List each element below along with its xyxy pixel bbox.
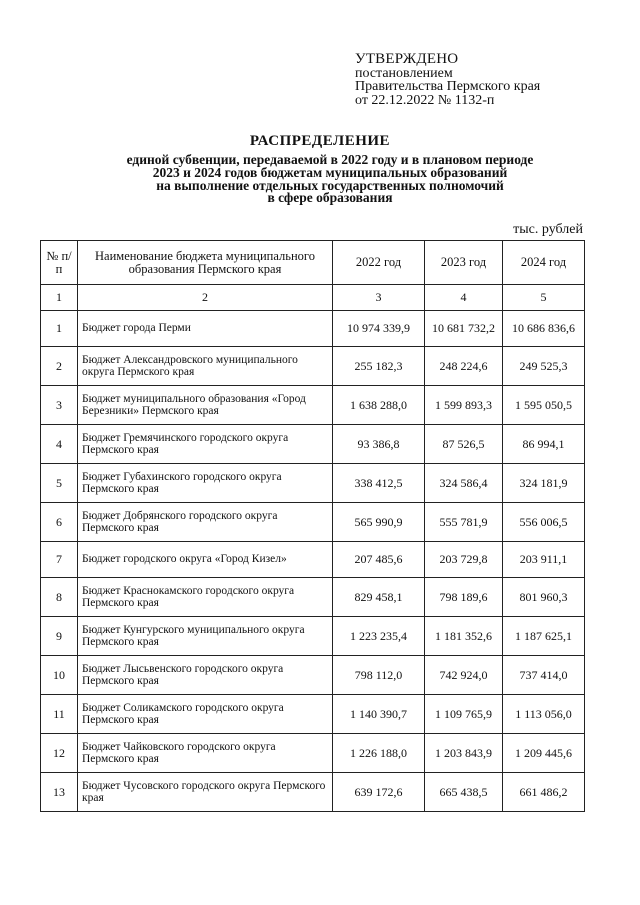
header-2022: 2022 год <box>333 241 425 285</box>
row-value-2023: 555 781,9 <box>425 503 503 542</box>
row-value-2022: 338 412,5 <box>333 464 425 503</box>
column-index-row <box>41 285 585 311</box>
table-row <box>41 311 585 347</box>
row-budget-name: Бюджет Гремячинского городского округа Пермского края <box>78 425 333 464</box>
approval-line-1: постановлением <box>355 65 453 81</box>
subtitle-line-2: 2023 и 2024 годов бюджетам муниципальных образований <box>152 164 508 180</box>
table-row <box>41 425 585 464</box>
row-value-2024: 737 414,0 <box>503 656 585 695</box>
row-value-2022: 93 386,8 <box>333 425 425 464</box>
row-value-2023: 1 109 765,9 <box>425 695 503 734</box>
row-budget-name: Бюджет Александровского муниципального округа Пермского края <box>78 347 333 386</box>
row-number: 1 <box>41 311 78 347</box>
row-budget-name: Бюджет Лысьвенского городского округа Пермского края <box>78 656 333 695</box>
row-budget-name: Бюджет Добрянского городского округа Пермского края <box>78 503 333 542</box>
row-value-2024: 10 686 836,6 <box>503 311 585 347</box>
row-budget-name: Бюджет Кунгурского муниципального округа Пермского края <box>78 617 333 656</box>
table-row <box>41 617 585 656</box>
row-value-2023: 742 924,0 <box>425 656 503 695</box>
row-budget-name: Бюджет Краснокамского городского округа Пермского края <box>78 578 333 617</box>
row-value-2024: 661 486,2 <box>503 773 585 812</box>
row-number: 12 <box>41 734 78 773</box>
table-row <box>41 464 585 503</box>
row-value-2022: 1 226 188,0 <box>333 734 425 773</box>
table-row <box>41 656 585 695</box>
approval-line-3: от 22.12.2022 № 1132-п <box>355 92 495 108</box>
table-header-row <box>41 241 585 285</box>
row-number: 3 <box>41 386 78 425</box>
row-value-2024: 801 960,3 <box>503 578 585 617</box>
column-index: 1 <box>41 285 78 311</box>
document-subtitle <box>60 154 600 205</box>
table-row <box>41 773 585 812</box>
row-value-2023: 203 729,8 <box>425 542 503 578</box>
header-name: Наименование бюджета муниципального образования Пермского края <box>78 241 333 285</box>
row-number: 13 <box>41 773 78 812</box>
approval-stamp <box>355 53 625 107</box>
approval-line-2: Правительства Пермского края <box>355 79 541 94</box>
row-value-2024: 1 113 056,0 <box>503 695 585 734</box>
row-value-2024: 249 525,3 <box>503 347 585 386</box>
row-value-2022: 1 140 390,7 <box>333 695 425 734</box>
column-index: 2 <box>78 285 333 311</box>
row-value-2022: 829 458,1 <box>333 578 425 617</box>
column-index: 3 <box>333 285 425 311</box>
header-2023: 2023 год <box>425 241 503 285</box>
row-number: 8 <box>41 578 78 617</box>
table-row <box>41 386 585 425</box>
row-value-2022: 1 223 235,4 <box>333 617 425 656</box>
row-value-2022: 255 182,3 <box>333 347 425 386</box>
subtitle-line-4: в сфере образования <box>267 190 393 206</box>
header-num: № п/п <box>41 241 78 285</box>
row-value-2023: 1 599 893,3 <box>425 386 503 425</box>
table-row <box>41 734 585 773</box>
distribution-table <box>40 240 585 812</box>
row-number: 11 <box>41 695 78 734</box>
row-value-2023: 665 438,5 <box>425 773 503 812</box>
row-budget-name: Бюджет муниципального образования «Город Березники» Пермского края <box>78 386 333 425</box>
row-value-2024: 1 595 050,5 <box>503 386 585 425</box>
subtitle-line-1: единой субвенции, передаваемой в 2022 году и в плановом периоде <box>126 152 534 167</box>
column-index: 5 <box>503 285 585 311</box>
row-value-2022: 207 485,6 <box>333 542 425 578</box>
row-value-2023: 1 203 843,9 <box>425 734 503 773</box>
row-budget-name: Бюджет города Перми <box>78 311 333 347</box>
row-value-2024: 203 911,1 <box>503 542 585 578</box>
row-value-2023: 798 189,6 <box>425 578 503 617</box>
row-number: 10 <box>41 656 78 695</box>
row-value-2023: 10 681 732,2 <box>425 311 503 347</box>
subtitle-line-3: на выполнение отдельных государственных полномочий <box>156 177 504 193</box>
row-value-2023: 1 181 352,6 <box>425 617 503 656</box>
document-title: РАСПРЕДЕЛЕНИЕ <box>249 133 391 149</box>
row-value-2024: 86 994,1 <box>503 425 585 464</box>
row-value-2024: 1 209 445,6 <box>503 734 585 773</box>
row-value-2022: 798 112,0 <box>333 656 425 695</box>
column-index: 4 <box>425 285 503 311</box>
row-number: 7 <box>41 542 78 578</box>
row-value-2023: 248 224,6 <box>425 347 503 386</box>
row-budget-name: Бюджет городского округа «Город Кизел» <box>78 542 333 578</box>
row-value-2024: 556 006,5 <box>503 503 585 542</box>
row-number: 2 <box>41 347 78 386</box>
table-row <box>41 542 585 578</box>
row-value-2022: 1 638 288,0 <box>333 386 425 425</box>
table-row <box>41 578 585 617</box>
row-number: 9 <box>41 617 78 656</box>
row-budget-name: Бюджет Соликамского городского округа Пермского края <box>78 695 333 734</box>
row-budget-name: Бюджет Губахинского городского округа Пермского края <box>78 464 333 503</box>
row-budget-name: Бюджет Чусовского городского округа Пермского края <box>78 773 333 812</box>
units-label: тыс. рублей <box>513 222 583 237</box>
row-value-2024: 1 187 625,1 <box>503 617 585 656</box>
table-row <box>41 695 585 734</box>
row-number: 4 <box>41 425 78 464</box>
row-value-2022: 10 974 339,9 <box>333 311 425 347</box>
row-number: 6 <box>41 503 78 542</box>
row-value-2024: 324 181,9 <box>503 464 585 503</box>
row-value-2023: 87 526,5 <box>425 425 503 464</box>
row-value-2022: 639 172,6 <box>333 773 425 812</box>
header-2024: 2024 год <box>503 241 585 285</box>
row-value-2022: 565 990,9 <box>333 503 425 542</box>
row-number: 5 <box>41 464 78 503</box>
approval-heading: УТВЕРЖДЕНО <box>355 51 459 67</box>
row-budget-name: Бюджет Чайковского городского округа Пермского края <box>78 734 333 773</box>
table-row <box>41 503 585 542</box>
table-row <box>41 347 585 386</box>
row-value-2023: 324 586,4 <box>425 464 503 503</box>
